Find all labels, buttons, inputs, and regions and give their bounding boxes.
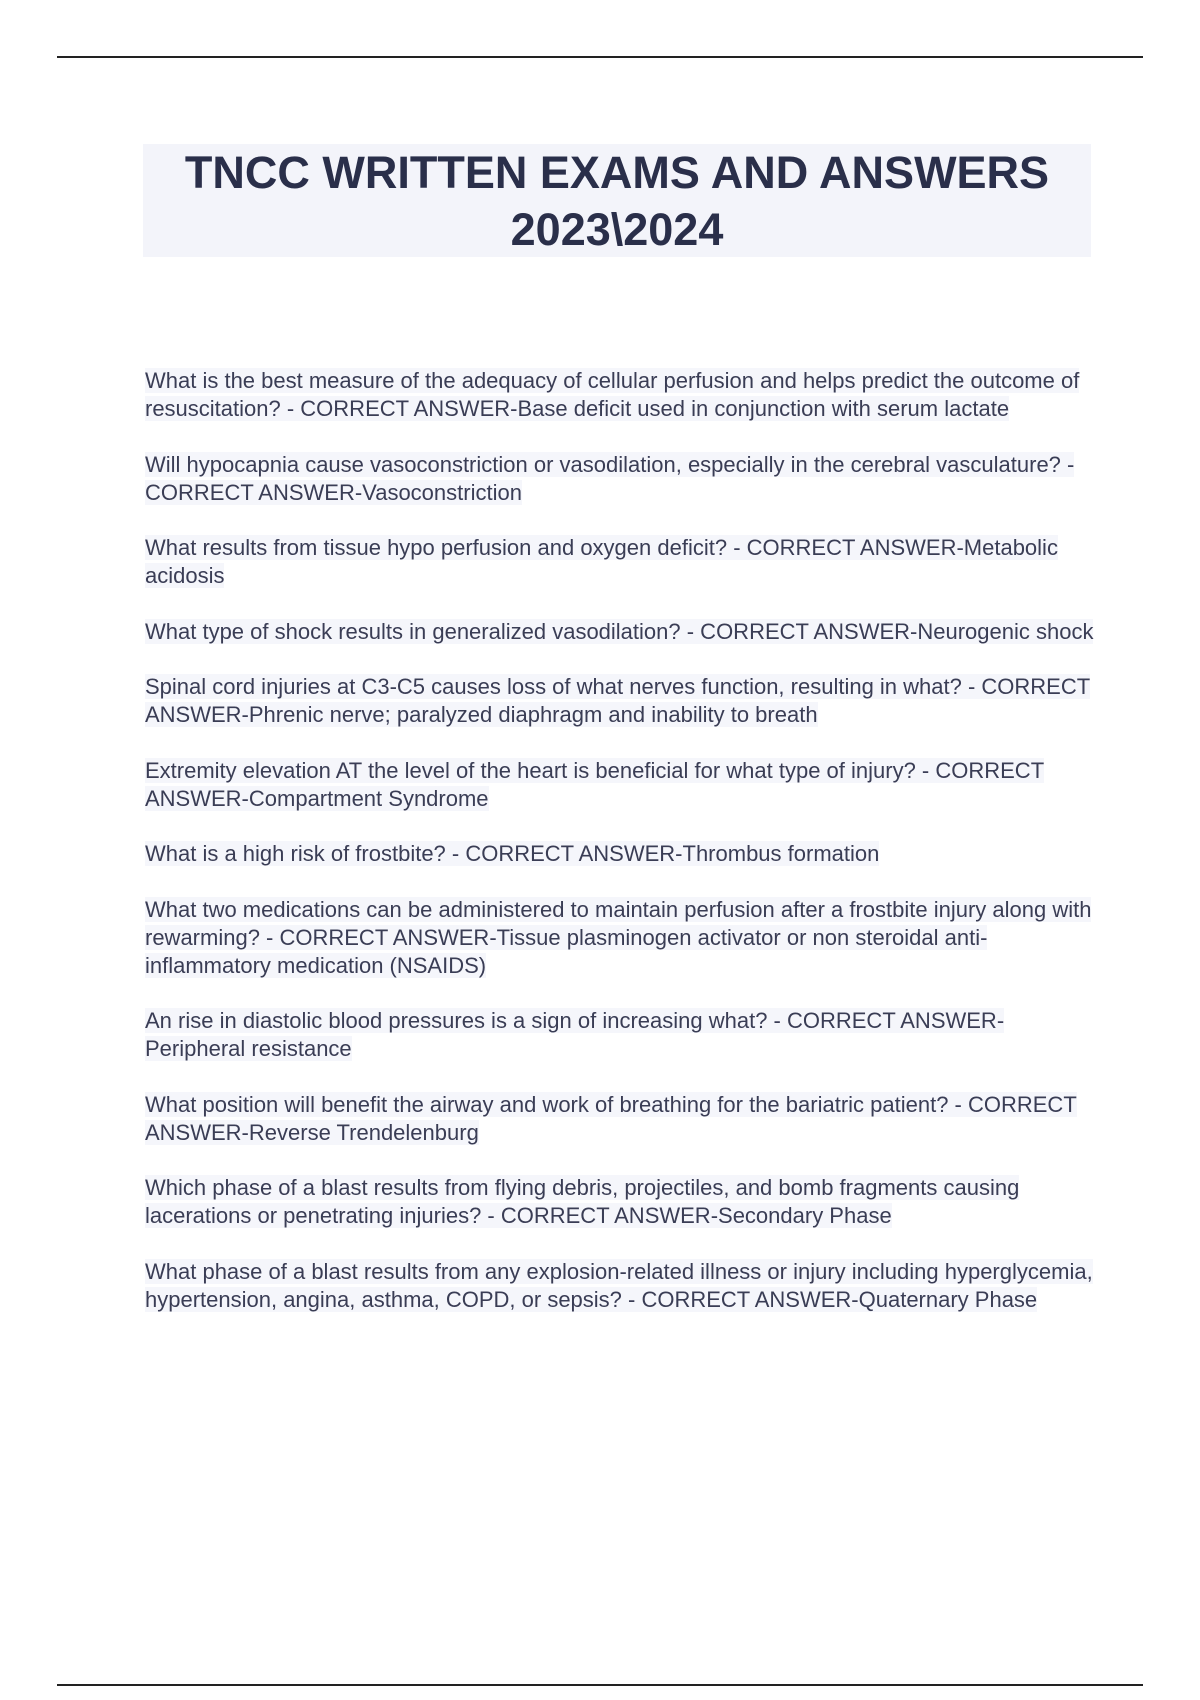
qa-item — [145, 1091, 1095, 1147]
qa-item — [145, 1258, 1095, 1314]
qa-item — [145, 757, 1095, 813]
top-rule — [57, 56, 1143, 58]
qa-text: What is the best measure of the adequacy of cellular perfusion and helps predict the outcome of resuscitation? - CORRECT ANSWER-Base deficit used in conjunction with serum lactate — [145, 368, 1080, 421]
qa-list — [145, 367, 1095, 1341]
document-title: TNCC WRITTEN EXAMS AND ANSWERS 2023\2024 — [184, 146, 1050, 255]
qa-text: Extremity elevation AT the level of the heart is beneficial for what type of injury? - CORRECT ANSWER-Compartment Syndrome — [145, 757, 1045, 811]
qa-item — [145, 840, 1095, 868]
qa-text: An rise in diastolic blood pressures is a sign of increasing what? - CORRECT ANSWER-Peripheral resistance — [145, 1008, 1005, 1061]
qa-item — [145, 618, 1095, 646]
qa-item — [145, 896, 1095, 980]
title-block — [143, 144, 1091, 257]
qa-text: Will hypocapnia cause vasoconstriction or vasodilation, especially in the cerebral vasculature? - CORRECT ANSWER-Vasoconstriction — [145, 451, 1075, 505]
qa-text: What position will benefit the airway and work of breathing for the bariatric patient? - CORRECT ANSWER-Reverse Trendelenburg — [145, 1091, 1077, 1145]
qa-text: Spinal cord injuries at C3-C5 causes loss of what nerves function, resulting in what? - CORRECT ANSWER-Phrenic nerve; paralyzed diaphragm and inability to breath — [145, 674, 1091, 727]
bottom-rule — [57, 1684, 1143, 1686]
qa-text: What is a high risk of frostbite? - CORRECT ANSWER-Thrombus formation — [145, 841, 880, 866]
qa-text: What results from tissue hypo perfusion and oxygen deficit? - CORRECT ANSWER-Metabolic acidosis — [145, 535, 1058, 588]
qa-text: What phase of a blast results from any explosion-related illness or injury including hyperglycemia, hypertension, angina, asthma, COPD, or sepsis? - CORRECT ANSWER-Quaternary Phase — [145, 1258, 1093, 1312]
qa-item — [145, 1174, 1095, 1230]
qa-item — [145, 367, 1095, 423]
qa-item — [145, 673, 1095, 729]
qa-text: Which phase of a blast results from flying debris, projectiles, and bomb fragments causing lacerations or penetrating injuries? - CORRECT ANSWER-Secondary Phase — [145, 1175, 1020, 1228]
qa-text: What two medications can be administered to maintain perfusion after a frostbite injury along with rewarming? - CORRECT ANSWER-Tissue plasminogen activator or non steroidal anti-inflammatory medication (NSAIDS) — [145, 896, 1092, 978]
qa-item — [145, 451, 1095, 507]
qa-item — [145, 1007, 1095, 1063]
qa-item — [145, 534, 1095, 590]
qa-text: What type of shock results in generalized vasodilation? - CORRECT ANSWER-Neurogenic shock — [145, 618, 1094, 644]
